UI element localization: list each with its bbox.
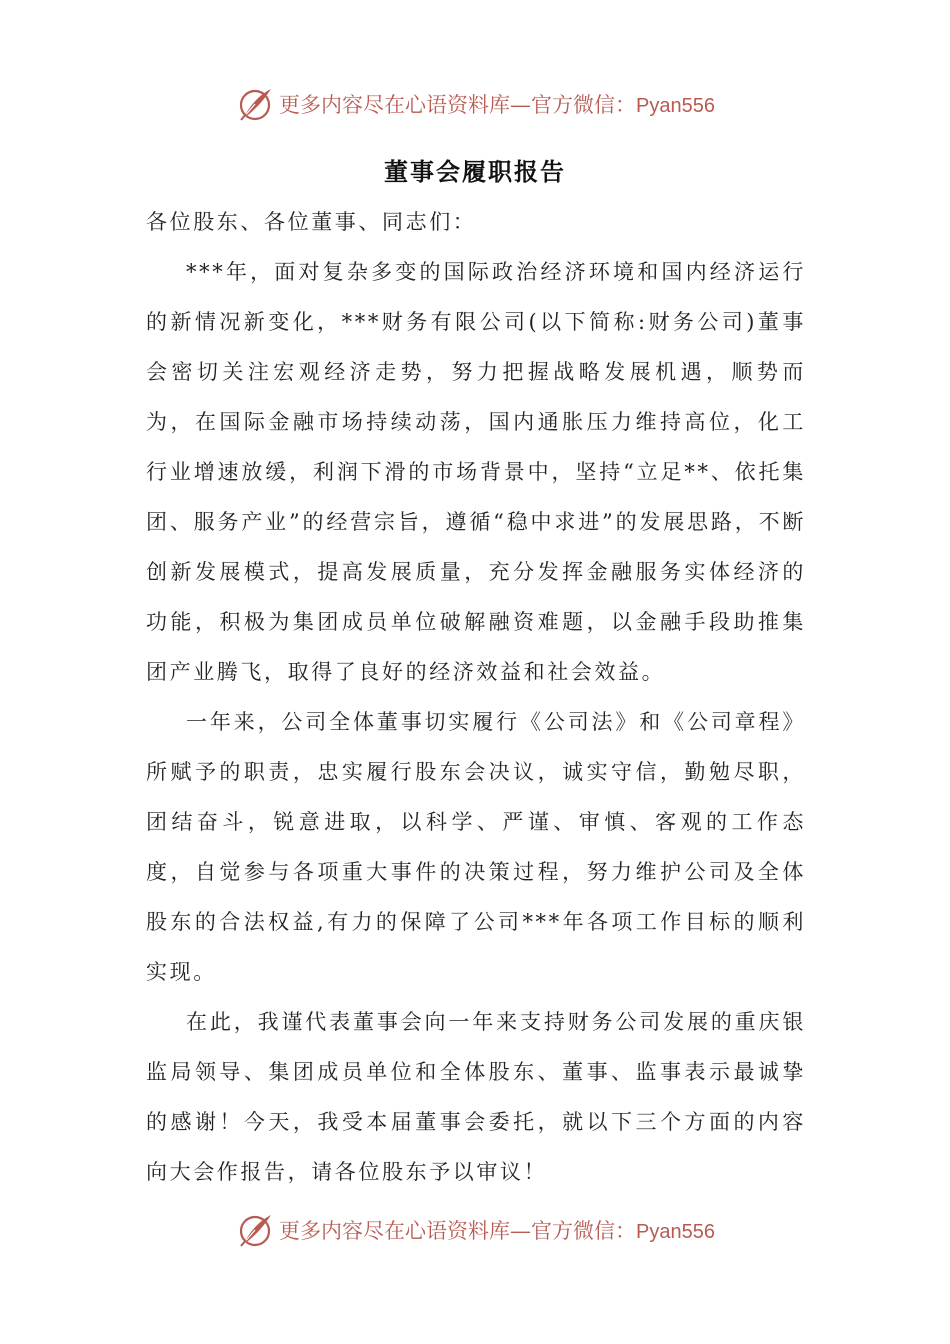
quill-logo-icon [235,1210,275,1250]
document-body [146,197,806,1197]
watermark-brand-text: 更多内容尽在心语资料库 [279,1219,511,1243]
watermark-wechat-label: 官方微信： [531,93,637,117]
watermark-wechat-id: Pyan556 [636,1221,715,1243]
salutation: 各位股东、各位董事、同志们： [146,210,477,234]
watermark-wechat-id: Pyan556 [636,95,715,117]
document-title: 董事会履职报告 [384,157,566,186]
footer-watermark [0,1208,950,1252]
watermark-separator: — [510,93,532,117]
quill-logo-icon [235,84,275,124]
watermark-wechat-label: 官方微信： [531,1219,637,1243]
body-paragraph: ***年，面对复杂多变的国际政治经济环境和国内经济运行的新情况新变化，***财务有限公司(以下简称:财务公司)董事会密切关注宏观经济走势，努力把握战略发展机遇，顺势而为，在国际金融市场持续动荡，国内通胀压力维持高位，化工行业增速放缓，利润下滑的市场背景中，坚持“立足**、依托集团、服务产业”的经营宗旨，遵循“稳中求进”的发展思路，不断创新发展模式，提高发展质量，充分发挥金融服务实体经济的功能，积极为集团成员单位破解融资难题，以金融手段助推集团产业腾飞，取得了良好的经济效益和社会效益。 [146,260,806,684]
body-paragraph: 在此，我谨代表董事会向一年来支持财务公司发展的重庆银监局领导、集团成员单位和全体股东、董事、监事表示最诚挚的感谢！今天，我受本届董事会委托，就以下三个方面的内容向大会作报告，请各位股东予以审议！ [146,1010,806,1184]
body-paragraph: 一年来，公司全体董事切实履行《公司法》和《公司章程》所赋予的职责，忠实履行股东会决议，诚实守信，勤勉尽职，团结奋斗，锐意进取，以科学、严谨、审慎、客观的工作态度，自觉参与各项重大事件的决策过程，努力维护公司及全体股东的合法权益,有力的保障了公司***年各项工作目标的顺利实现。 [146,710,806,984]
watermark-separator: — [510,1219,532,1243]
header-watermark [0,82,950,126]
watermark-brand-text: 更多内容尽在心语资料库 [279,93,511,117]
